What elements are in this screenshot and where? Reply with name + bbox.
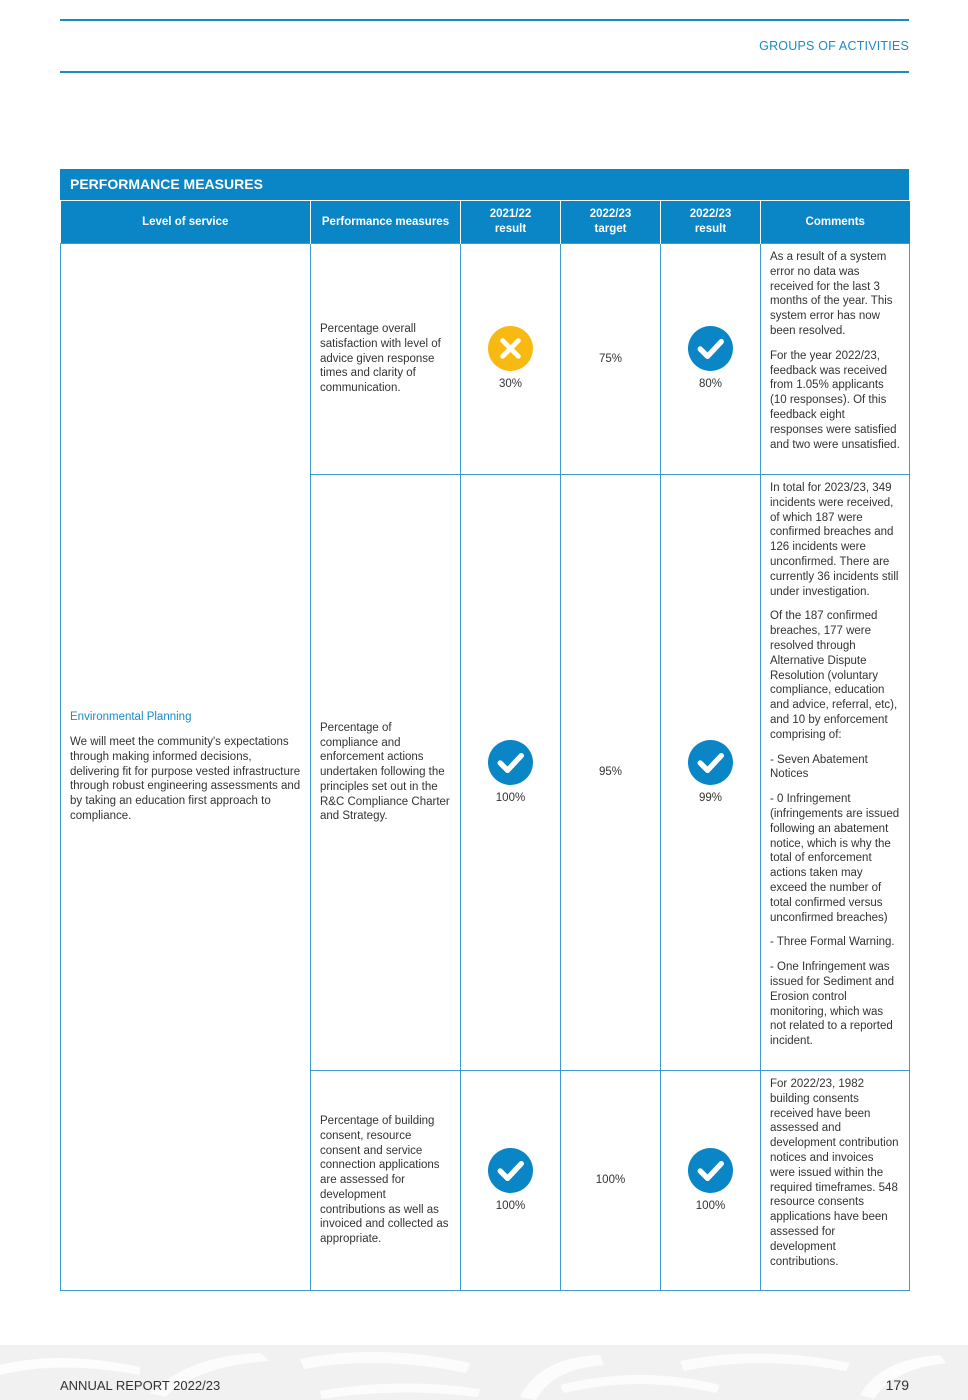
result-cell <box>661 244 761 475</box>
column-header-prev-result: 2021/22 result <box>461 201 561 244</box>
page-number: 179 <box>885 1377 909 1393</box>
comment-paragraph: In total for 2023/23, 349 incidents were received, of which 187 were confirmed breaches and 126 incidents were unconfirmed. There are currently 36 incidents still under investigation. <box>770 482 899 598</box>
level-of-service-text: We will meet the community's expectations through making informed decisions, delivering fit for purpose vested infrastructure through robust engineering assessments and by taking an education first approach to compliance. <box>70 736 301 822</box>
result-cell <box>661 475 761 1071</box>
prev-result-cell <box>461 475 561 1071</box>
comment-paragraph: - 0 Infringement (infringements are issued following an abatement notice, which is why the total of enforcement actions taken may exceed the number of total confirmed versus unconfirmed breaches) <box>770 793 900 924</box>
column-header-comments: Comments <box>761 201 910 244</box>
section-label: GROUPS OF ACTIVITIES <box>759 39 909 53</box>
check-icon <box>488 1148 533 1193</box>
measure-cell: Percentage overall satisfaction with level of advice given response times and clarity of communication. <box>311 244 461 475</box>
comments-cell <box>761 1071 910 1291</box>
table-header-row <box>61 201 910 244</box>
comments-cell <box>761 244 910 475</box>
table-row <box>61 244 910 475</box>
comment-paragraph: As a result of a system error no data was received for the last 3 months of the year. This system error has now been resolved. <box>770 251 893 337</box>
header-bottom-rule <box>60 71 909 73</box>
level-of-service-title: Environmental Planning <box>70 711 192 724</box>
result-value: 99% <box>698 791 723 804</box>
check-icon <box>688 326 733 371</box>
comment-paragraph: For the year 2022/23, feedback was received from 1.05% applicants (10 responses). Of this feedback eight responses were satisfied and two were unsatisfied. <box>770 349 900 451</box>
comment-paragraph: Of the 187 confirmed breaches, 177 were resolved through Alternative Dispute Resolution (voluntary compliance, education and advice, referral, etc), and 10 by enforcement comprising of: <box>770 610 898 741</box>
prev-result-cell <box>461 1071 561 1291</box>
measure-cell: Percentage of building consent, resource consent and service connection applications are assessed for development contributions as well as invoiced and collected as appropriate. <box>311 1071 461 1291</box>
prev-result-value: 100% <box>495 791 526 804</box>
target-value: 75% <box>598 352 623 365</box>
prev-result-value: 30% <box>498 378 523 391</box>
prev-result-value: 100% <box>495 1199 526 1212</box>
target-cell <box>561 1071 661 1291</box>
target-value: 95% <box>598 766 623 779</box>
header-top-rule <box>60 19 909 21</box>
target-value: 100% <box>595 1174 626 1187</box>
result-value: 80% <box>698 378 723 391</box>
footer-report-title: ANNUAL REPORT 2022/23 <box>60 1378 221 1393</box>
result-cell <box>661 1071 761 1291</box>
check-icon <box>488 740 533 785</box>
measure-cell: Percentage of compliance and enforcement actions undertaken following the principles set out in the R&C Compliance Charter and Strategy. <box>311 475 461 1071</box>
comments-cell <box>761 475 910 1071</box>
check-icon <box>688 740 733 785</box>
comment-paragraph: - One Infringement was issued for Sediment and Erosion control monitoring, which was not related to a reported incident. <box>770 961 895 1048</box>
column-header-measure: Performance measures <box>311 201 461 244</box>
column-header-target: 2022/23 target <box>561 201 661 244</box>
column-header-result: 2022/23 result <box>661 201 761 244</box>
comment-paragraph: For 2022/23, 1982 building consents received have been assessed and development contribution notices and invoices were issued within the required timeframes. 548 resource consents applications have been assessed for development contributions. <box>770 1078 899 1268</box>
performance-measures-table <box>60 169 909 1291</box>
target-cell <box>561 475 661 1071</box>
comment-paragraph: - Three Formal Warning. <box>770 936 895 949</box>
target-cell <box>561 244 661 475</box>
check-icon <box>688 1148 733 1193</box>
column-header-level: Level of service <box>61 201 311 244</box>
result-value: 100% <box>695 1199 726 1212</box>
prev-result-cell <box>461 244 561 475</box>
table-title: PERFORMANCE MEASURES <box>60 169 909 200</box>
level-of-service-cell <box>61 244 311 1291</box>
comment-paragraph: - Seven Abatement Notices <box>770 753 868 781</box>
cross-icon <box>488 326 533 371</box>
